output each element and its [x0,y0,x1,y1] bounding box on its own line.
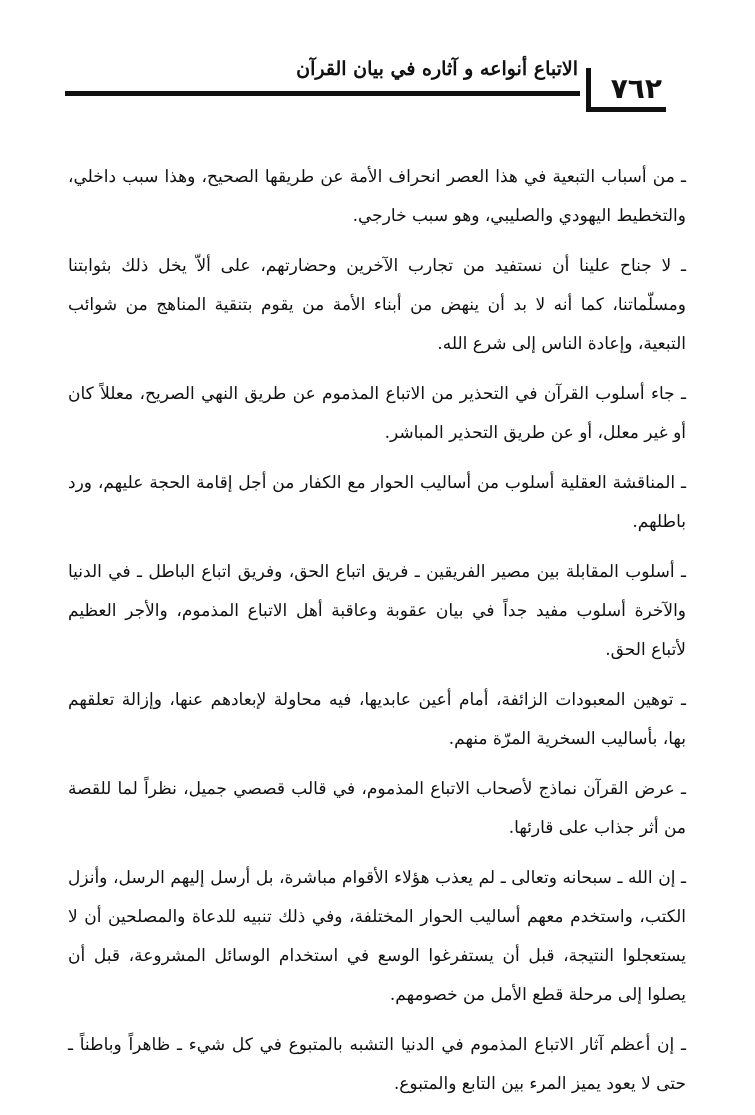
page-number: ٧٦٢ [610,72,662,105]
paragraph [68,1026,686,1104]
paragraph-text: ـ إن أعظم آثار الاتباع المذموم في الدنيا التشبه بالمتبوع في كل شيء ـ ظاهراً وباطناً ـ حتى لا يعود يميز المرء بين التابع والمتبوع. [68,1035,686,1094]
page-header [65,52,690,112]
paragraph-text: ـ إن الله ـ سبحانه وتعالى ـ لم يعذب هؤلاء الأقوام مباشرة، بل أرسل إليهم الرسل، وأنزل الكتب، واستخدم معهم أساليب الحوار المختلفة، وفي ذلك تنبيه للدعاة والمصلحين أن لا يستعجلوا النتيجة، قبل أن يستفرغوا الوسع في استخدام الوسائل المشروعة، قبل أن يصلوا إلى مرحلة قطع الأمل من خصومهم. [68,868,686,1005]
paragraph-text: ـ عرض القرآن نماذج لأصحاب الاتباع المذموم، في قالب قصصي جميل، نظراً لما للقصة من أثر جذاب على قارئها. [68,779,686,838]
paragraph [68,247,686,364]
paragraph-text: ـ توهين المعبودات الزائفة، أمام أعين عابديها، فيه محاولة لإبعادهم عنها، وإزالة تعلقهم بها، بأساليب السخرية المرّة منهم. [68,690,686,749]
paragraph [68,375,686,453]
paragraph-text: ـ من أسباب التبعية في هذا العصر انحراف الأمة عن طريقها الصحيح، وهذا سبب داخلي، والتخطيط اليهودي والصليبي، وهو سبب خارجي. [68,167,686,226]
paragraph [68,553,686,670]
paragraph [68,464,686,542]
paragraph-text: ـ لا جناح علينا أن نستفيد من تجارب الآخرين وحضارتهم، على ألاّ يخل ذلك بثوابتنا ومسلّماتنا، كما أنه لا بد أن ينهض من أبناء الأمة من يقوم بتنقية المناهج من شوائب التبعية، وإعادة الناس إلى شرع الله. [68,256,686,354]
paragraph [68,681,686,759]
paragraph [68,770,686,848]
paragraph-text: ـ أسلوب المقابلة بين مصير الفريقين ـ فريق اتباع الحق، وفريق اتباع الباطل ـ في الدنيا والآخرة أسلوب مفيد جداً في بيان عقوبة وعاقبة أهل الاتباع المذموم، والأجر العظيم لأتباع الحق. [68,562,686,660]
paragraph-text: ـ المناقشة العقلية أسلوب من أساليب الحوار مع الكفار من أجل إقامة الحجة عليهم، ورد باطلهم. [68,473,686,532]
body-text [68,158,686,1115]
paragraph [68,859,686,1015]
paragraph-text: ـ جاء أسلوب القرآن في التحذير من الاتباع المذموم عن طريق النهي الصريح، معللاً كان أو غير معلل، أو عن طريق التحذير المباشر. [68,384,686,443]
paragraph [68,158,686,236]
header-rule [65,91,580,96]
running-title: الاتباع أنواعه و آثاره في بيان القرآن [296,58,578,80]
